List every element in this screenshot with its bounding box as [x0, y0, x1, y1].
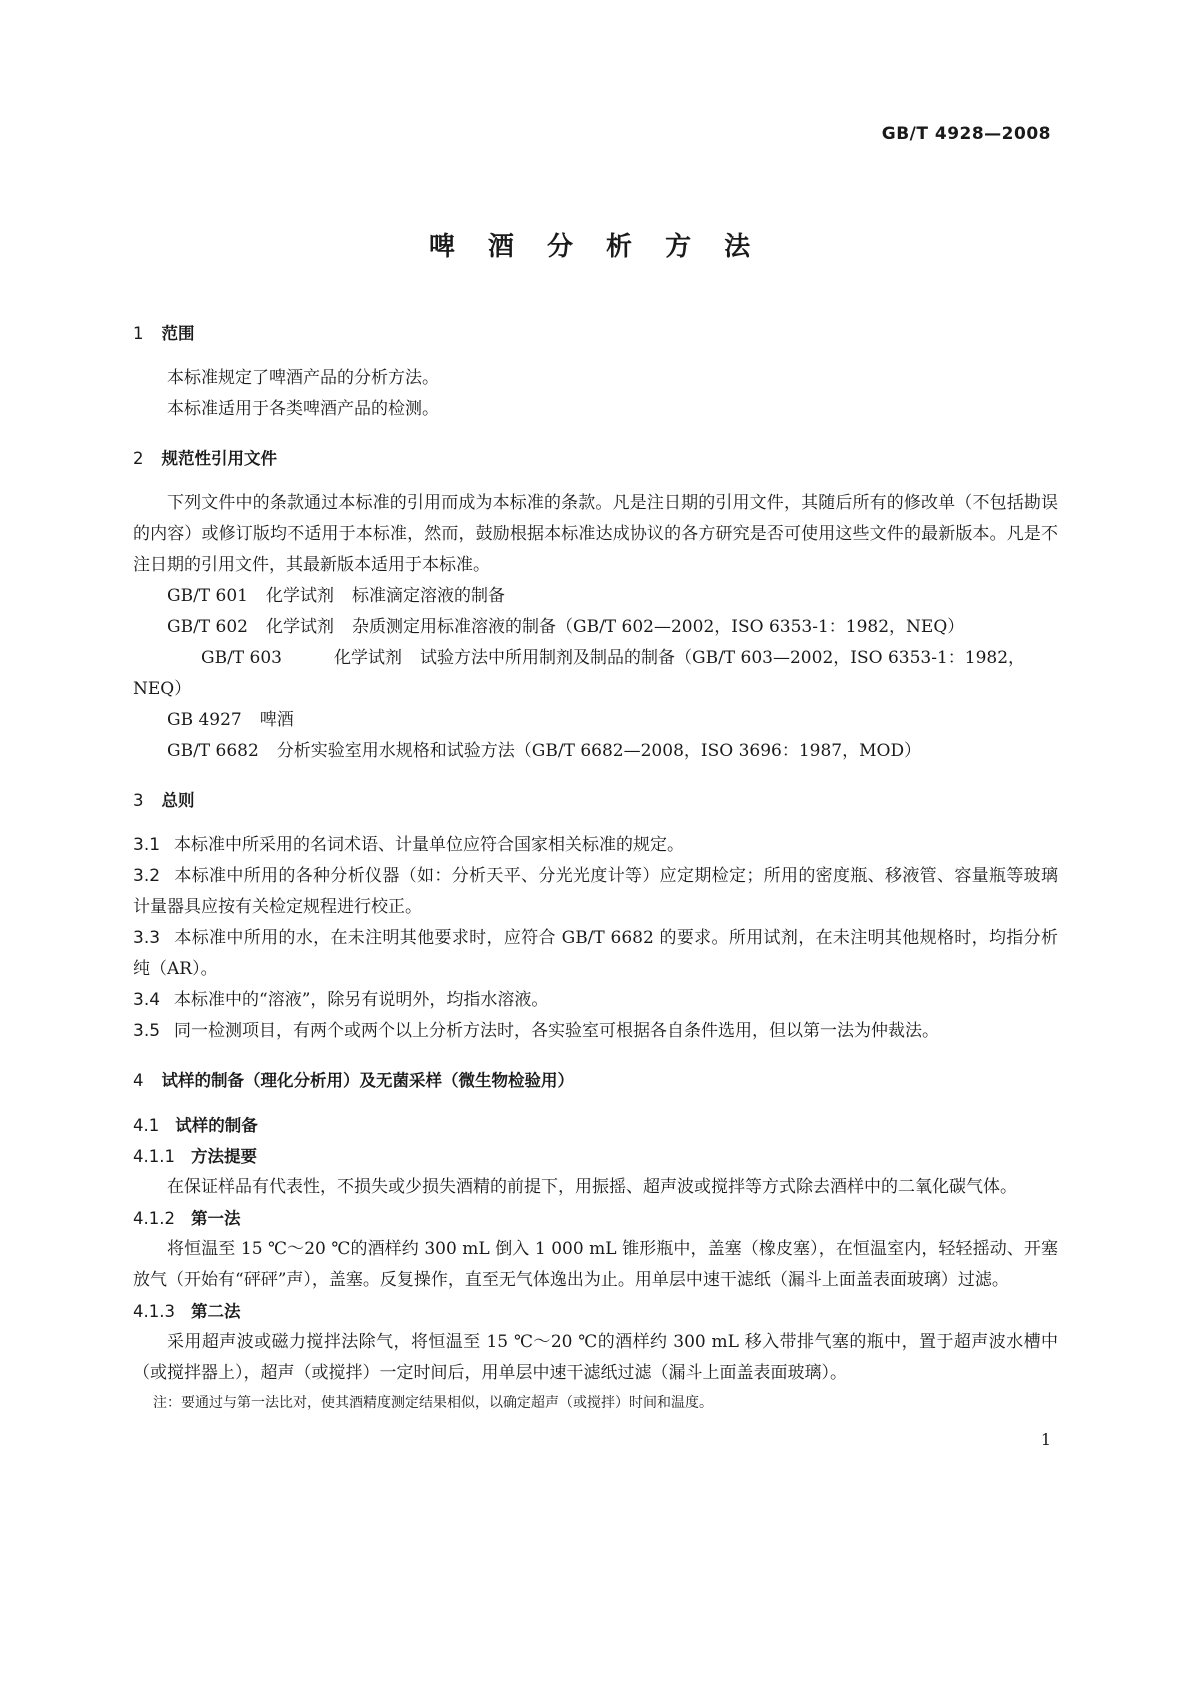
subsection-title: 试样的制备 — [175, 1116, 258, 1135]
note: 注：要通过与第一法比对，使其酒精度测定结果相似，以确定超声（或搅拌）时间和温度。 — [153, 1395, 713, 1411]
clause-number: 3.1 — [133, 835, 161, 855]
section-title: 总则 — [161, 791, 195, 810]
reference-item — [133, 705, 1058, 736]
subsection-number: 4.1.2 — [133, 1209, 175, 1228]
clause — [133, 830, 1058, 861]
section-number: 1 — [133, 324, 144, 343]
paragraph: 本标准适用于各类啤酒产品的检测。 — [167, 399, 439, 419]
section-title: 范围 — [161, 324, 195, 343]
section-2-heading — [133, 443, 1058, 474]
reference-code: GB/T 602 — [167, 617, 248, 637]
reference-code: GB/T 6682 — [167, 741, 259, 761]
reference-item — [133, 612, 1058, 643]
clause — [133, 1016, 1058, 1047]
subsection-4-1-1-heading — [133, 1141, 1058, 1172]
reference-title: 分析实验室用水规格和试验方法（GB/T 6682—2008，ISO 3696：1987，MOD） — [276, 741, 922, 761]
subsection-number: 4.1.1 — [133, 1147, 175, 1166]
paragraph: 将恒温至 15 ℃～20 ℃的酒样约 300 mL 倒入 1 000 mL 锥形瓶中，盖塞（橡皮塞），在恒温室内，轻轻摇动、开塞放气（开始有“砰砰”声），盖塞。反复操作，直至无气体逸出为止。用单层中速干滤纸（漏斗上面盖表面玻璃）过滤。 — [133, 1239, 1058, 1290]
section-number: 2 — [133, 449, 144, 468]
document-title: 啤 酒 分 析 方 法 — [428, 232, 763, 262]
reference-title: 试验方法中所用制剂及制品的制备（GB/T 603—2002，ISO 6353-1：1982，NEQ） — [133, 648, 1026, 699]
reference-item — [133, 736, 1058, 767]
section-number: 4 — [133, 1071, 144, 1090]
reference-item — [133, 581, 1058, 612]
clause — [133, 985, 1058, 1016]
section-3-heading — [133, 785, 1058, 816]
subsection-title: 第一法 — [190, 1209, 241, 1228]
clause-number: 3.3 — [133, 928, 161, 948]
reference-title: 杂质测定用标准溶液的制备（GB/T 602—2002，ISO 6353-1：1982，NEQ） — [352, 617, 965, 637]
paragraph: 在保证样品有代表性，不损失或少损失酒精的前提下，用振摇、超声波或搅拌等方式除去酒样中的二氧化碳气体。 — [167, 1177, 1017, 1197]
reference-kind: 化学试剂 — [266, 617, 334, 637]
clause-number: 3.5 — [133, 1021, 161, 1041]
paragraph: 本标准规定了啤酒产品的分析方法。 — [167, 368, 439, 388]
reference-code: GB 4927 — [167, 710, 242, 730]
section-number: 3 — [133, 791, 144, 810]
section-4-heading — [133, 1065, 1058, 1096]
standard-code: GB/T 4928—2008 — [881, 124, 1051, 144]
page-number: 1 — [1040, 1430, 1051, 1449]
section-title: 试样的制备（理化分析用）及无菌采样（微生物检验用） — [161, 1071, 574, 1090]
reference-kind: 化学试剂 — [334, 648, 402, 668]
section-1-heading — [133, 318, 1058, 349]
reference-code: GB/T 601 — [167, 586, 248, 606]
clause-text: 本标准中所用的水，在未注明其他要求时，应符合 GB/T 6682 的要求。所用试剂，在未注明其他规格时，均指分析纯（AR）。 — [133, 928, 1058, 979]
clause-text: 同一检测项目，有两个或两个以上分析方法时，各实验室可根据各自条件选用，但以第一法为仲裁法。 — [174, 1021, 940, 1041]
document-body — [133, 318, 1058, 1415]
clause-number: 3.4 — [133, 990, 161, 1010]
subsection-title: 方法提要 — [190, 1147, 257, 1166]
subsection-number: 4.1.3 — [133, 1302, 175, 1321]
reference-title: 啤酒 — [259, 710, 294, 730]
reference-kind: 化学试剂 — [266, 586, 334, 606]
subsection-4-1-heading — [133, 1110, 1058, 1141]
section-title: 规范性引用文件 — [161, 449, 277, 468]
clause-text: 本标准中所采用的名词术语、计量单位应符合国家相关标准的规定。 — [174, 835, 685, 855]
clause — [133, 923, 1058, 985]
paragraph: 下列文件中的条款通过本标准的引用而成为本标准的条款。凡是注日期的引用文件，其随后所有的修改单（不包括勘误的内容）或修订版均不适用于本标准，然而，鼓励根据本标准达成协议的各方研究是否可使用这些文件的最新版本。凡是不注日期的引用文件，其最新版本适用于本标准。 — [133, 493, 1058, 575]
subsection-title: 第二法 — [190, 1302, 241, 1321]
clause-text: 本标准中的“溶液”，除另有说明外，均指水溶液。 — [174, 990, 549, 1010]
clause-number: 3.2 — [133, 866, 161, 886]
clause — [133, 861, 1058, 923]
subsection-4-1-3-heading — [133, 1296, 1058, 1327]
clause-text: 本标准中所用的各种分析仪器（如：分析天平、分光光度计等）应定期检定；所用的密度瓶、移液管、容量瓶等玻璃计量器具应按有关检定规程进行校正。 — [133, 866, 1058, 917]
paragraph: 采用超声波或磁力搅拌法除气，将恒温至 15 ℃～20 ℃的酒样约 300 mL 移入带排气塞的瓶中，置于超声波水槽中（或搅拌器上），超声（或搅拌）一定时间后，用单层中速干滤纸过滤（漏斗上面盖表面玻璃）。 — [133, 1332, 1058, 1383]
reference-title: 标准滴定溶液的制备 — [352, 586, 505, 606]
reference-code: GB/T 603 — [201, 648, 282, 668]
subsection-4-1-2-heading — [133, 1203, 1058, 1234]
subsection-number: 4.1 — [133, 1116, 160, 1135]
reference-item — [133, 643, 1058, 705]
